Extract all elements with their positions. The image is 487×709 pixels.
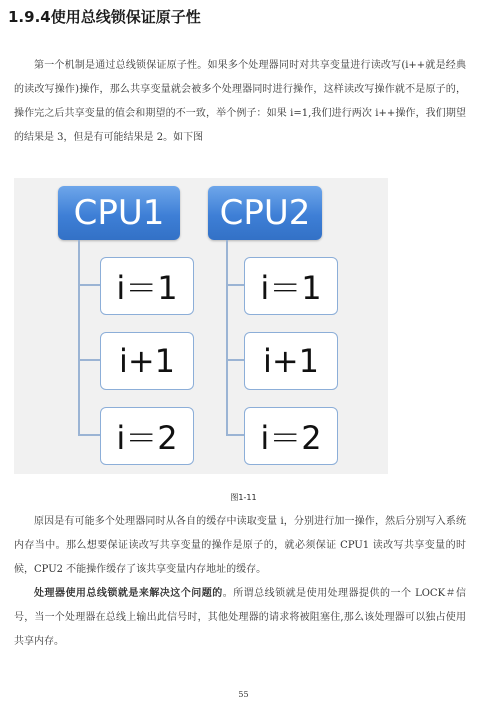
section-heading: 1.9.4使用总线锁保证原子性	[8, 8, 201, 26]
cpu1-branch	[78, 284, 100, 286]
page-number: 55	[238, 690, 249, 699]
cpu2-node-increment: i+1	[244, 332, 338, 390]
cpu2-node-read: i＝1	[244, 257, 338, 315]
cpu1-branch	[78, 434, 100, 436]
cpu1-connector	[78, 240, 80, 436]
paragraph-bus-lock	[14, 582, 466, 654]
cpu1-node-read: i＝1	[100, 257, 194, 315]
cpu1-node-result: i＝2	[100, 407, 194, 465]
bus-lock-text: 。所谓总线锁就是使用处理器提供的一个 LOCK＃信号，当一个处理器在总线上输出此信号时，其他处理器的请求将被阻塞住,那么该处理器可以独占使用共享内存。	[14, 588, 467, 647]
figure-caption: 图1-11	[230, 493, 257, 502]
paragraph-reason: 原因是有可能多个处理器同时从各自的缓存中读取变量 i，分别进行加一操作，然后分别写入系统内存当中。那么想要保证读改写共享变量的操作是原子的，就必须保证 CPU1 读改写共享变量的时候，CPU2 不能操作缓存了该共享变量内存地址的缓存。	[14, 516, 466, 575]
cpu1-node-increment: i+1	[100, 332, 194, 390]
cpu1-branch	[78, 359, 100, 361]
cpu2-branch	[226, 284, 244, 286]
cpu1-header: CPU1	[58, 186, 180, 240]
cpu2-branch	[226, 359, 244, 361]
cpu2-connector	[226, 240, 228, 436]
paragraph-intro: 第一个机制是通过总线锁保证原子性。如果多个处理器同时对共享变量进行读改写(i++就是经典的读改写操作)操作，那么共享变量就会被多个处理器同时进行操作，这样读改写操作就不是原子的，操作完之后共享变量的值会和期望的不一致，举个例子：如果 i=1,我们进行两次 i++操作，我们期望的结果是 3，但是有可能结果是 2。如下图	[14, 60, 466, 143]
cpu2-header: CPU2	[208, 186, 322, 240]
cpu2-branch	[226, 434, 244, 436]
cpu2-node-result: i＝2	[244, 407, 338, 465]
cpu-cache-diagram	[14, 178, 388, 474]
bus-lock-emphasis: 处理器使用总线锁就是来解决这个问题的	[34, 588, 223, 599]
